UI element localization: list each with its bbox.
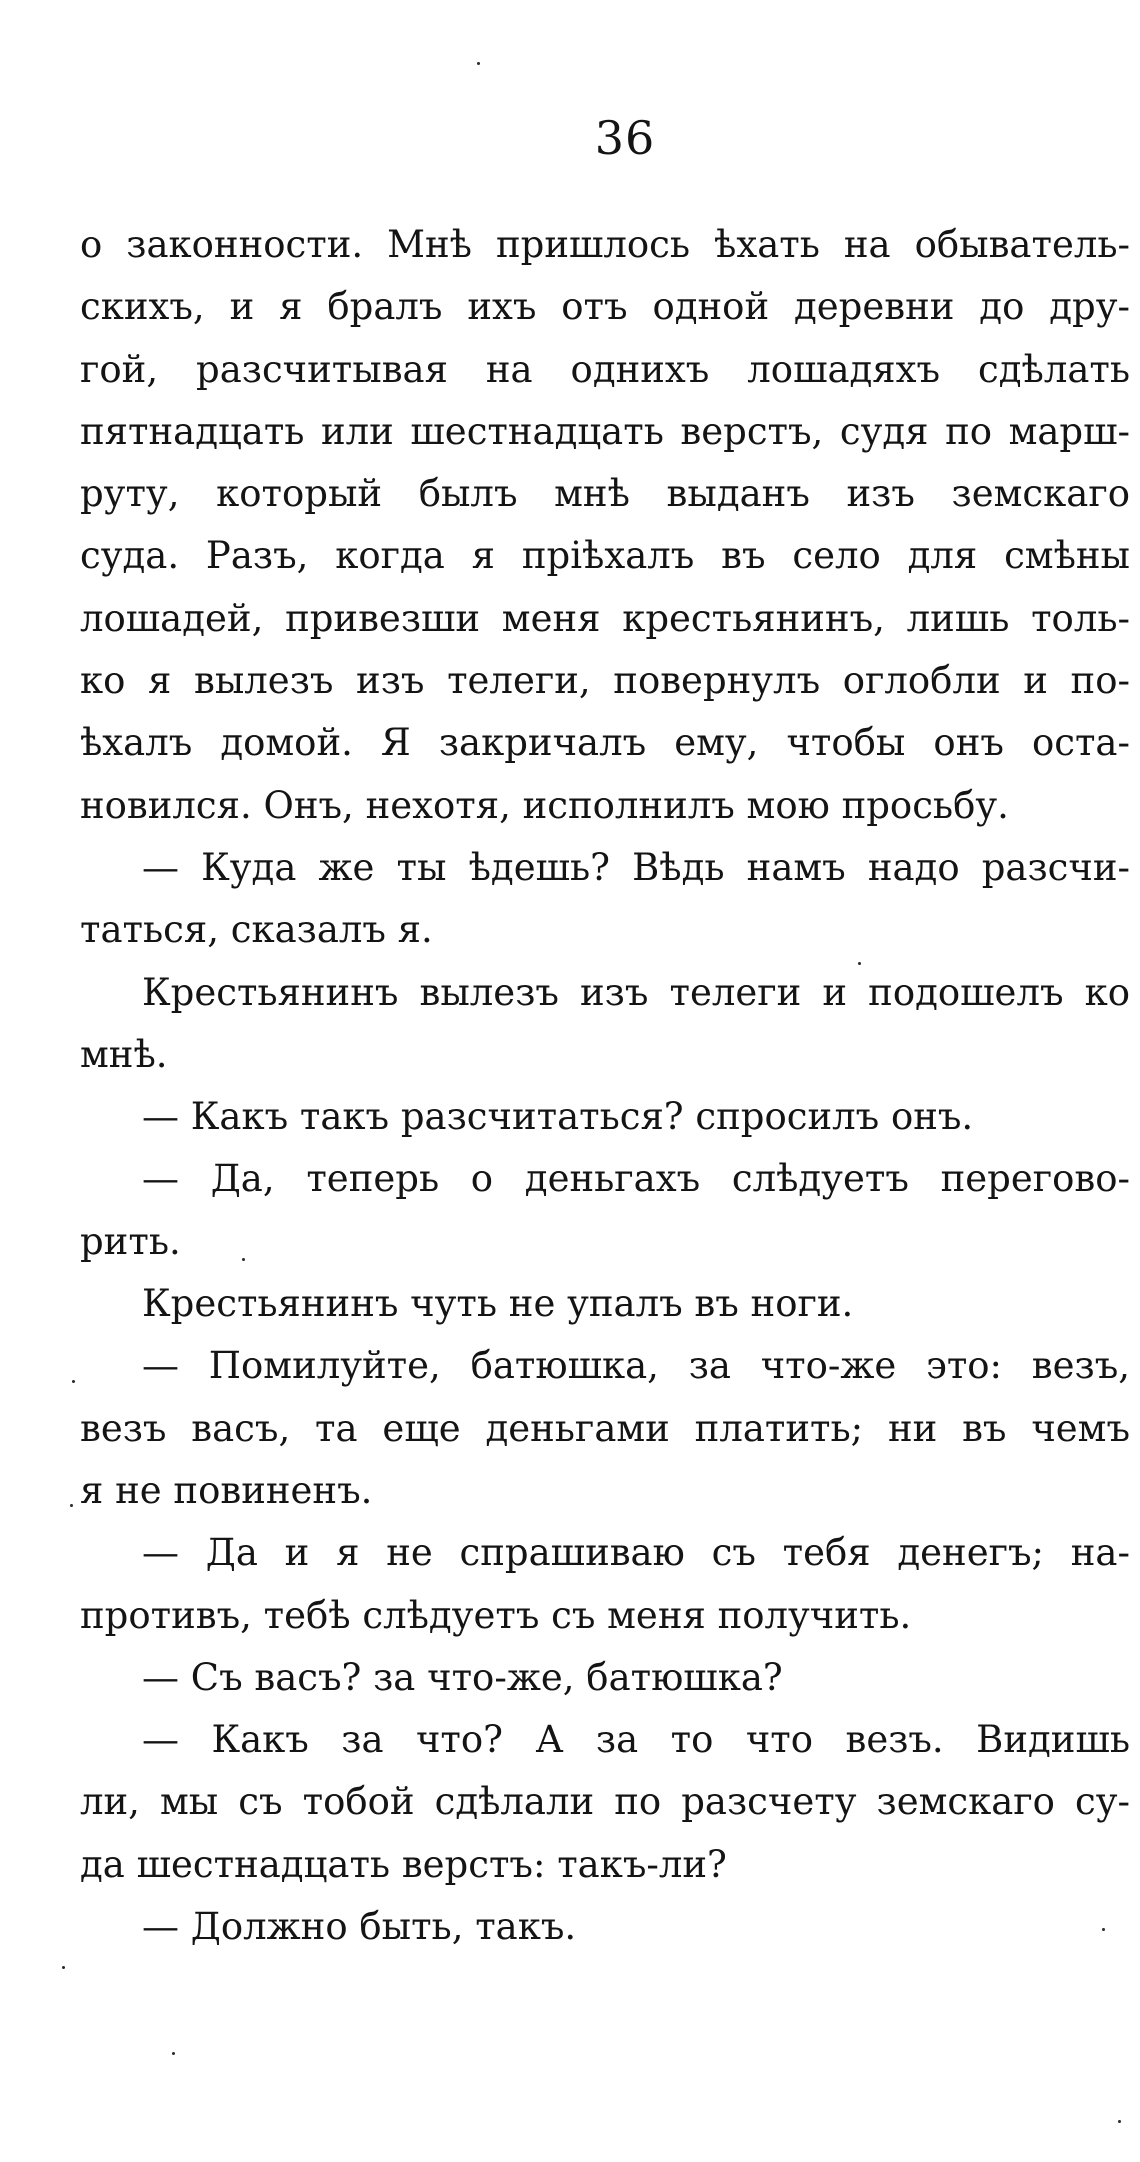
scan-speck — [70, 1504, 73, 1507]
text-line: — Помилуйте, батюшка, за что-же это: везъ, — [142, 1344, 1130, 1388]
scan-speck — [62, 1966, 65, 1969]
text-line: скихъ, и я бралъ ихъ отъ одной деревни до дру- — [80, 285, 1130, 329]
text-line: — Какъ такъ разсчитаться? спросилъ онъ. — [142, 1095, 974, 1139]
scan-speck — [858, 962, 861, 965]
text-line: везъ васъ, та еще деньгами платить; ни въ чемъ — [80, 1406, 1130, 1450]
text-line: — Да и я не спрашиваю съ тебя денегъ; на- — [142, 1531, 1130, 1575]
text-line: мнѣ. — [80, 1032, 168, 1076]
text-line: лошадей, привезши меня крестьянинъ, лишь толь- — [80, 596, 1130, 640]
text-line: гой, разсчитывая на однихъ лошадяхъ сдѣлать — [80, 347, 1130, 391]
text-line: — Должно быть, такъ. — [142, 1905, 577, 1949]
page-number: 36 — [594, 111, 656, 165]
text-line: да шестнадцать верстъ: такъ-ли? — [80, 1842, 727, 1886]
text-line: — Да, теперь о деньгахъ слѣдуетъ перегово- — [142, 1157, 1130, 1201]
text-line: пятнадцать или шестнадцать верстъ, судя по марш- — [80, 409, 1130, 453]
text-line: — Какъ за что? А за то что везъ. Видишь — [142, 1718, 1130, 1762]
text-line: ко я вылезъ изъ телеги, повернулъ оглобли и по- — [80, 659, 1130, 703]
text-line: о законности. Мнѣ пришлось ѣхать на обыватель- — [80, 223, 1130, 266]
text-line: руту, который былъ мнѣ выданъ изъ земскаго — [80, 472, 1130, 516]
text-line: новился. Онъ, нехотя, исполнилъ мою просьбу. — [80, 783, 1009, 827]
text-line: Крестьянинъ вылезъ изъ телеги и подошелъ ко — [142, 970, 1130, 1014]
text-line: я не повиненъ. — [80, 1468, 373, 1512]
body-text — [80, 214, 1130, 1958]
text-line: ли, мы съ тобой сдѣлали по разсчету земскаго су- — [80, 1780, 1130, 1824]
scan-speck — [477, 62, 480, 65]
scan-speck — [242, 1258, 245, 1261]
text-line: рить. — [80, 1219, 181, 1263]
text-line: противъ, тебѣ слѣдуетъ съ меня получить. — [80, 1593, 912, 1637]
scan-speck — [72, 1380, 75, 1383]
text-line: ѣхалъ домой. Я закричалъ ему, чтобы онъ оста- — [80, 721, 1130, 765]
scan-speck — [1118, 2120, 1121, 2123]
scan-speck — [172, 2052, 175, 2055]
scan-speck — [1102, 1928, 1105, 1931]
text-line: — Куда же ты ѣдешь? Вѣдь намъ надо разсчи- — [142, 845, 1130, 889]
text-line: — Съ васъ? за что-же, батюшка? — [142, 1655, 783, 1699]
text-line: таться, сказалъ я. — [80, 908, 433, 952]
text-line: суда. Разъ, когда я пріѣхалъ въ село для смѣны — [80, 534, 1130, 578]
text-line: Крестьянинъ чуть не упалъ въ ноги. — [142, 1282, 854, 1326]
